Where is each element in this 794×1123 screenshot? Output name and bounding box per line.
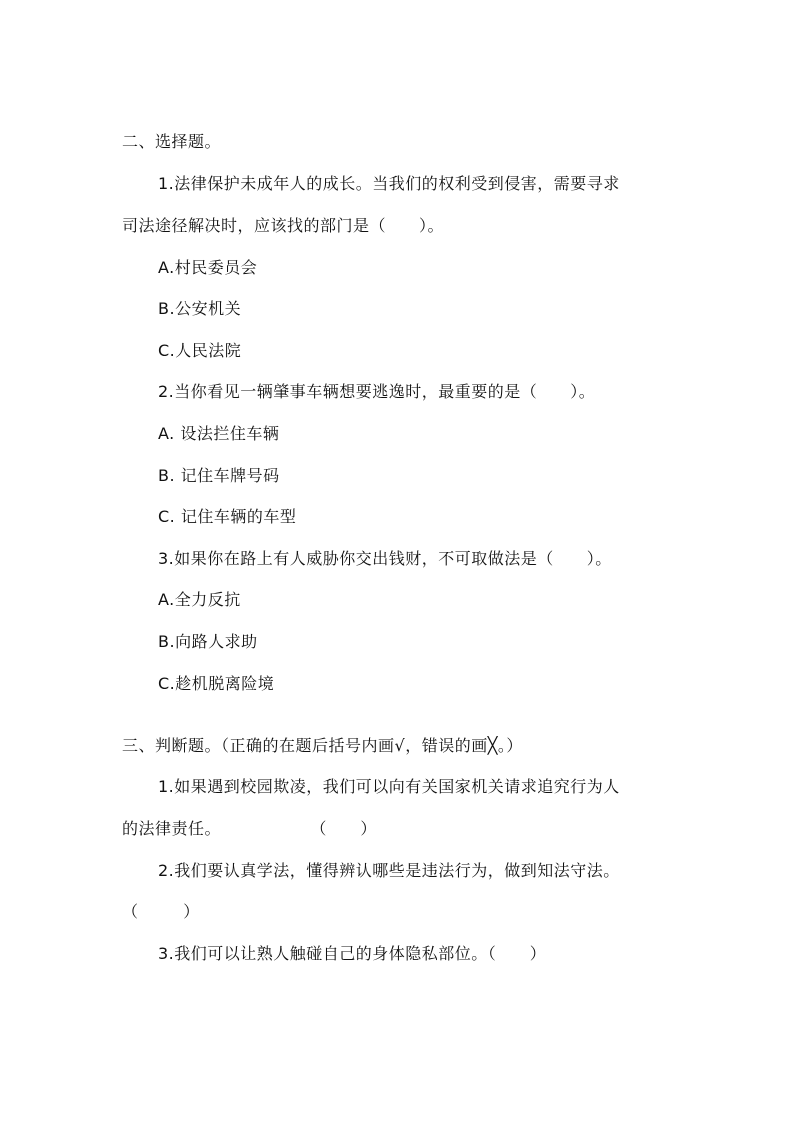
judgment-item-3: 3.我们可以让熟人触碰自己的身体隐私部位。（ ） — [158, 944, 547, 963]
choice-q2-option-a: A. 设法拦住车辆 — [158, 424, 280, 443]
choice-q3-option-c: C.趁机脱离险境 — [158, 674, 275, 693]
choice-question-1: 1.法律保护未成年人的成长。当我们的权利受到侵害，需要寻求 — [158, 174, 620, 193]
choice-question-2: 2.当你看见一辆肇事车辆想要逃逸时，最重要的是（ ）。 — [158, 382, 596, 401]
choice-q3-option-a: A.全力反抗 — [158, 590, 241, 609]
judgment-item-2-cont: （ ） — [122, 902, 200, 921]
judgment-item-1: 1.如果遇到校园欺凌，我们可以向有关国家机关请求追究行为人 — [158, 777, 620, 796]
choice-q1-option-b: B.公安机关 — [158, 299, 242, 318]
judgment-item-1-cont: 的法律责任。 （ ） — [122, 819, 377, 838]
judgment-item-2: 2.我们要认真学法，懂得辨认哪些是违法行为，做到知法守法。 — [158, 861, 620, 880]
choice-q1-option-c: C.人民法院 — [158, 341, 242, 360]
choice-q1-option-a: A.村民委员会 — [158, 258, 258, 277]
choice-question-1-cont: 司法途径解决时，应该找的部门是（ ）。 — [122, 216, 445, 235]
choice-q3-option-b: B.向路人求助 — [158, 632, 258, 651]
choice-q2-option-b: B. 记住车牌号码 — [158, 466, 280, 485]
choice-question-3: 3.如果你在路上有人威胁你交出钱财，不可取做法是（ ）。 — [158, 549, 612, 568]
section-title-judgment: 三、判断题。（正确的在题后括号内画√，错误的画╳。） — [122, 736, 523, 755]
choice-q2-option-c: C. 记住车辆的车型 — [158, 507, 297, 526]
section-title-choice: 二、选择题。 — [122, 132, 222, 151]
